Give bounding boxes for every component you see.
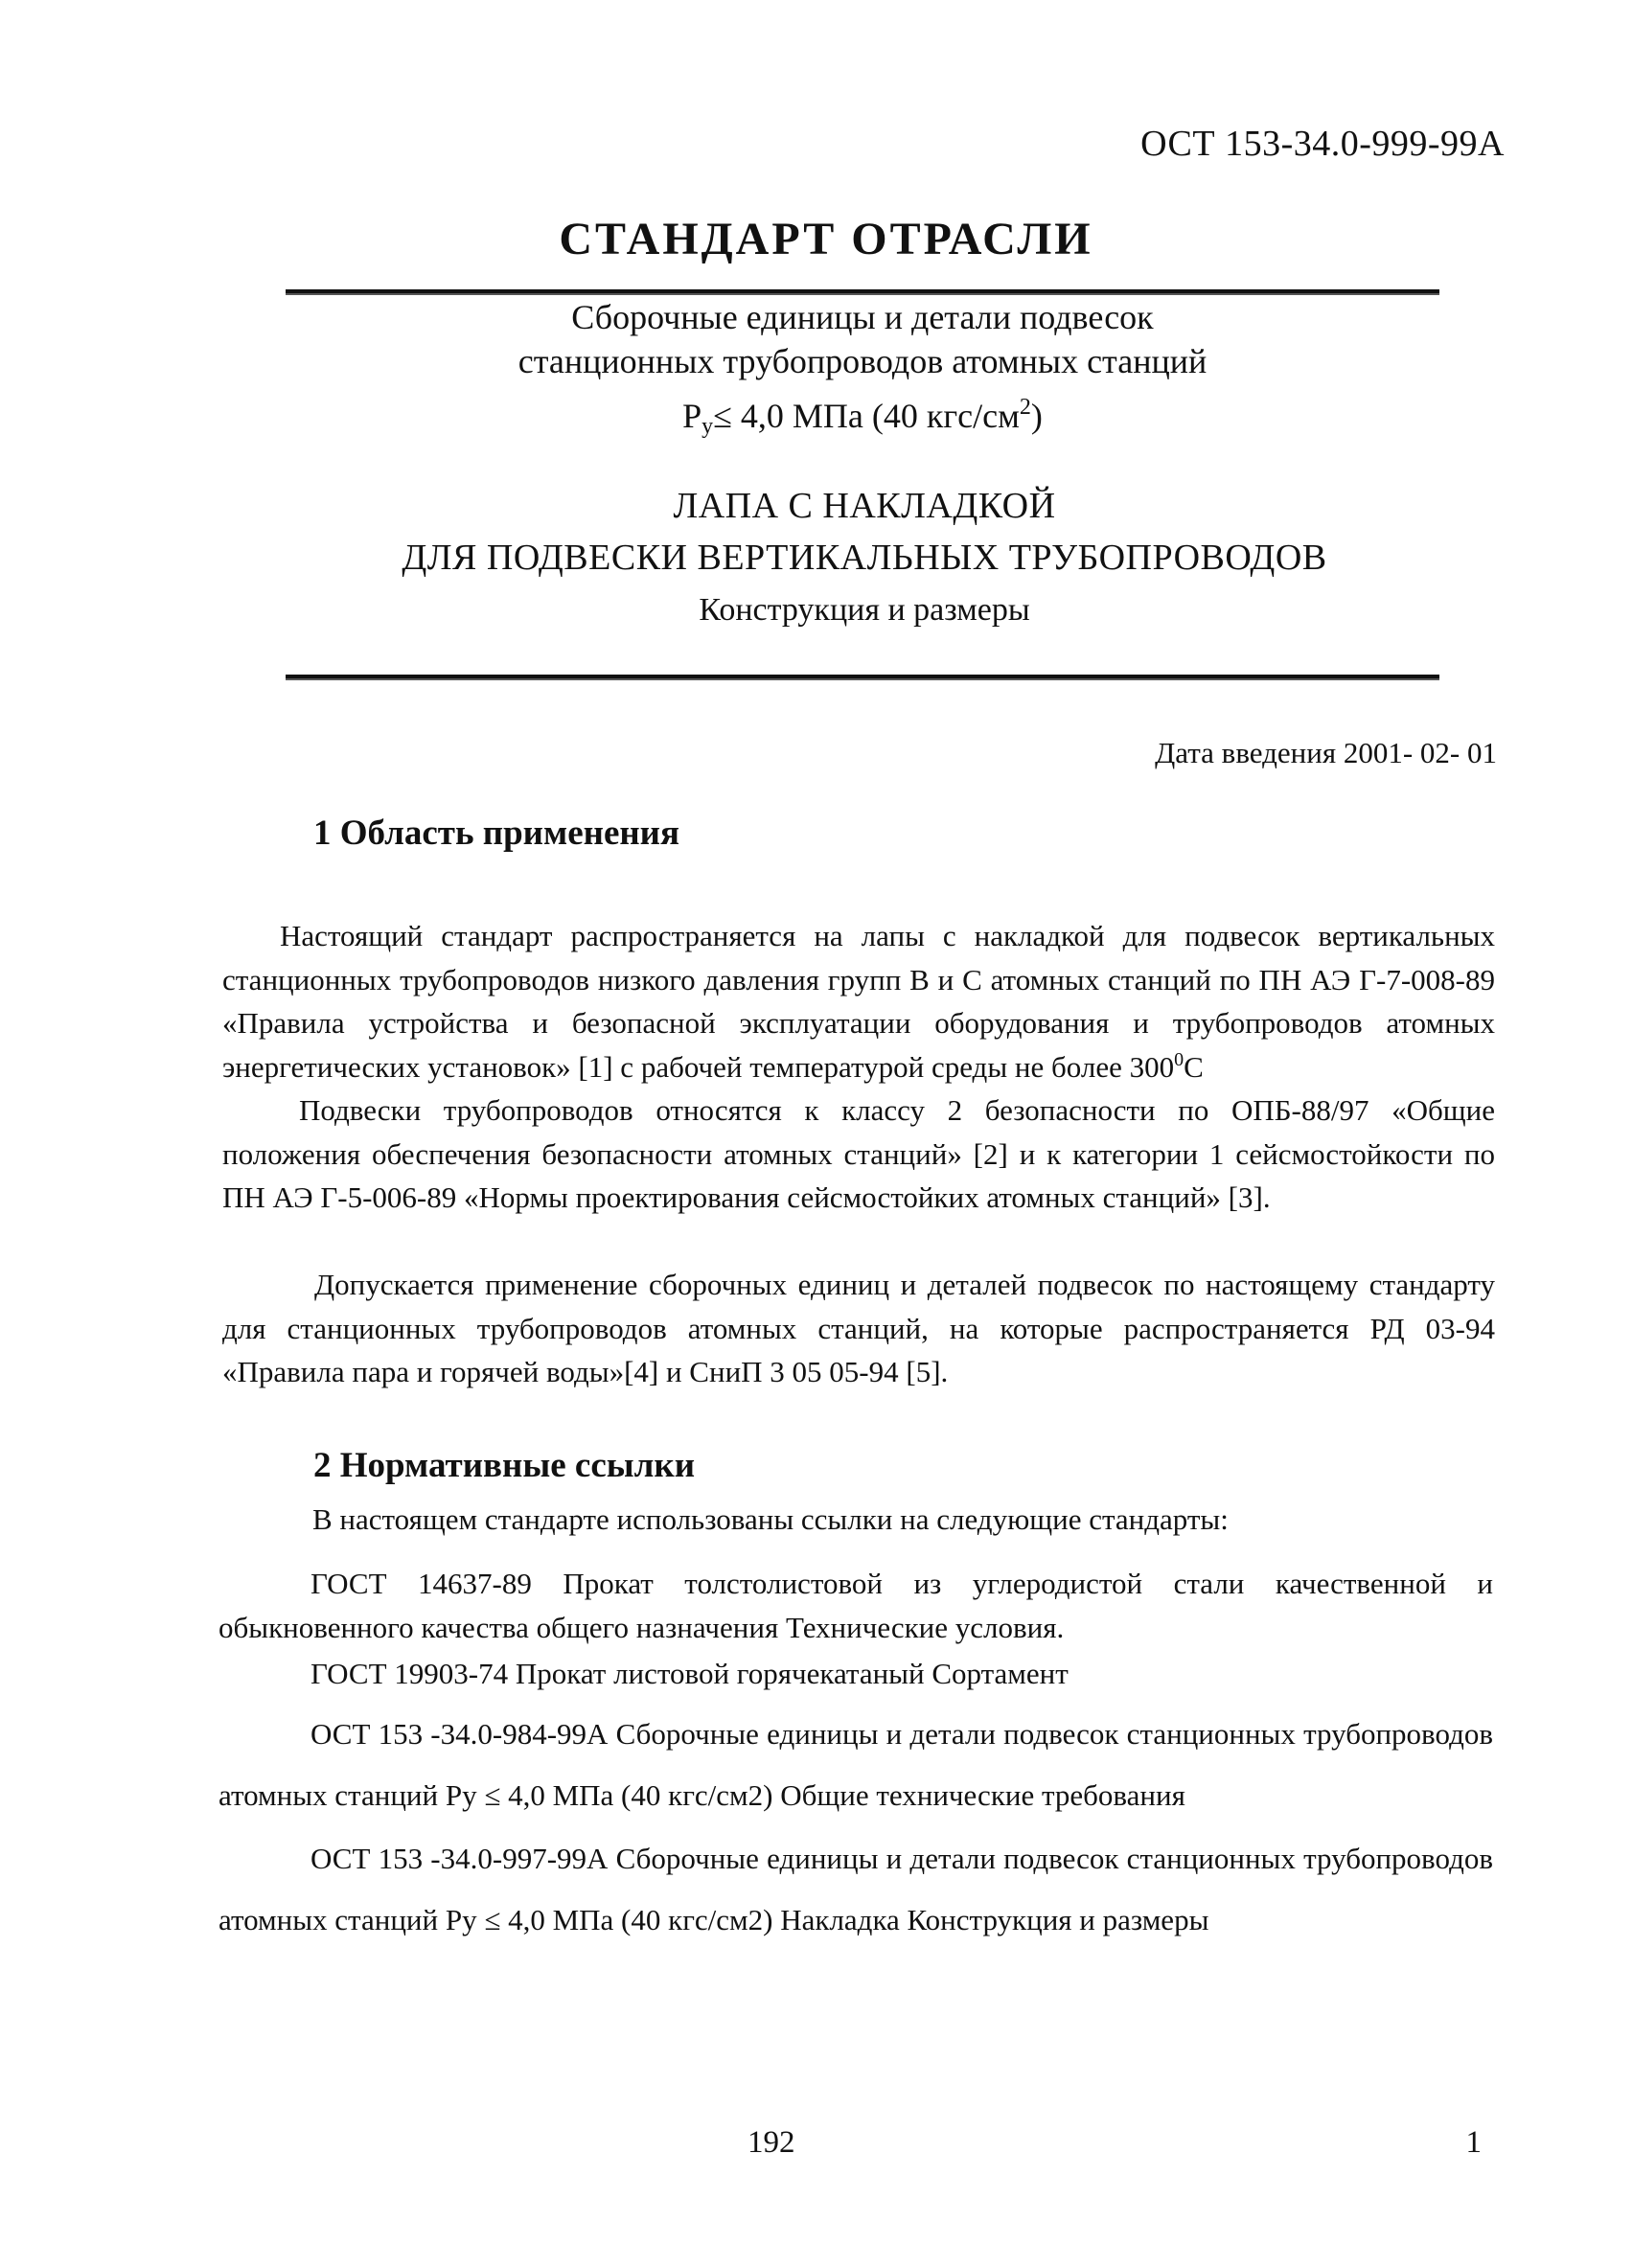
top-rule [286, 289, 1439, 293]
standard-title: СТАНДАРТ ОТРАСЛИ [559, 214, 1093, 264]
pressure-symbol: P [682, 397, 702, 435]
part-title-line-2: ДЛЯ ПОДВЕСКИ ВЕРТИКАЛЬНЫХ ТРУБОПРОВОДОВ [402, 538, 1327, 578]
section-1-heading: 1 Область применения [313, 813, 680, 853]
document-code: ОСТ 153-34.0-999-99А [1140, 124, 1505, 164]
pressure-subscript: y [702, 414, 714, 439]
pressure-close: ) [1030, 397, 1043, 435]
bottom-rule [286, 675, 1439, 678]
degree-superscript: 0 [1174, 1048, 1184, 1070]
scope-paragraph-1 [222, 914, 1495, 1088]
pressure-superscript: 2 [1019, 395, 1031, 420]
part-subtitle: Конструкция и размеры [699, 592, 1030, 628]
reference-item: ГОСТ 14637-89 Прокат толстолистовой из углеродистой стали качественной и обыкновенного качества общего назначения Технические условия. [218, 1567, 1493, 1644]
introduction-date: Дата введения 2001- 02- 01 [1155, 736, 1497, 769]
reference-item: ГОСТ 19903-74 Прокат листовой горячекатаный Сортамент [310, 1657, 1069, 1690]
reference-item: ОСТ 153 -34.0-984-99А Сборочные единицы и детали подвесок станционных трубопроводов атомных станций Ру ≤ 4,0 МПа (40 кгс/см2) Общие технические требования [218, 1717, 1493, 1812]
pressure-rating [0, 385, 1633, 448]
scope-paragraph-2: Подвески трубопроводов относятся к классу 2 безопасности по ОПБ-88/97 «Общие положения обеспечения безопасности атомных станций» [2] и к категории 1 сейсмостойкости по ПН АЭ Г-5-006-89 «Нормы проектирования сейсмостойких атомных станций» [3]. [222, 1093, 1495, 1215]
part-title-line-1: ЛАПА С НАКЛАДКОЙ [673, 486, 1056, 526]
subtitle-line-2: станционных трубопроводов атомных станций [518, 342, 1208, 380]
section-2-heading: 2 Нормативные ссылки [313, 1446, 696, 1485]
scope-paragraph-3: Допускается применение сборочных единиц и деталей подвесок по настоящему стандарту для станционных трубопроводов атомных станций, на которые распространяется РД 03-94 «Правила пара и горячей воды»[4] и СниП 3 05 05-94 [5]. [222, 1268, 1495, 1389]
subtitle-line-1: Сборочные единицы и детали подвесок [571, 298, 1154, 336]
pressure-value: ≤ 4,0 МПа (40 кгс/см [713, 397, 1020, 435]
page-number-center: 192 [748, 2125, 795, 2160]
reference-item: ОСТ 153 -34.0-997-99А Сборочные единицы и детали подвесок станционных трубопроводов атомных станций Ру ≤ 4,0 МПа (40 кгс/см2) Накладка Конструкция и размеры [218, 1842, 1493, 1936]
page-number-right: 1 [1465, 2125, 1482, 2160]
celsius-unit: С [1184, 1049, 1204, 1084]
scope-paragraph-1-text: Настоящий стандарт распространяется на лапы с накладкой для подвесок вертикальных станционных трубопроводов низкого давления групп В и С атомных станций по ПН АЭ Г-7-008-89 «Правила устройства и безопасной эксплуатации оборудования и трубопроводов атомных энергетических установок» [1] с рабочей температурой среды не более 300 [222, 919, 1495, 1084]
references-intro: В настоящем стандарте использованы ссылки на следующие стандарты: [312, 1502, 1229, 1536]
